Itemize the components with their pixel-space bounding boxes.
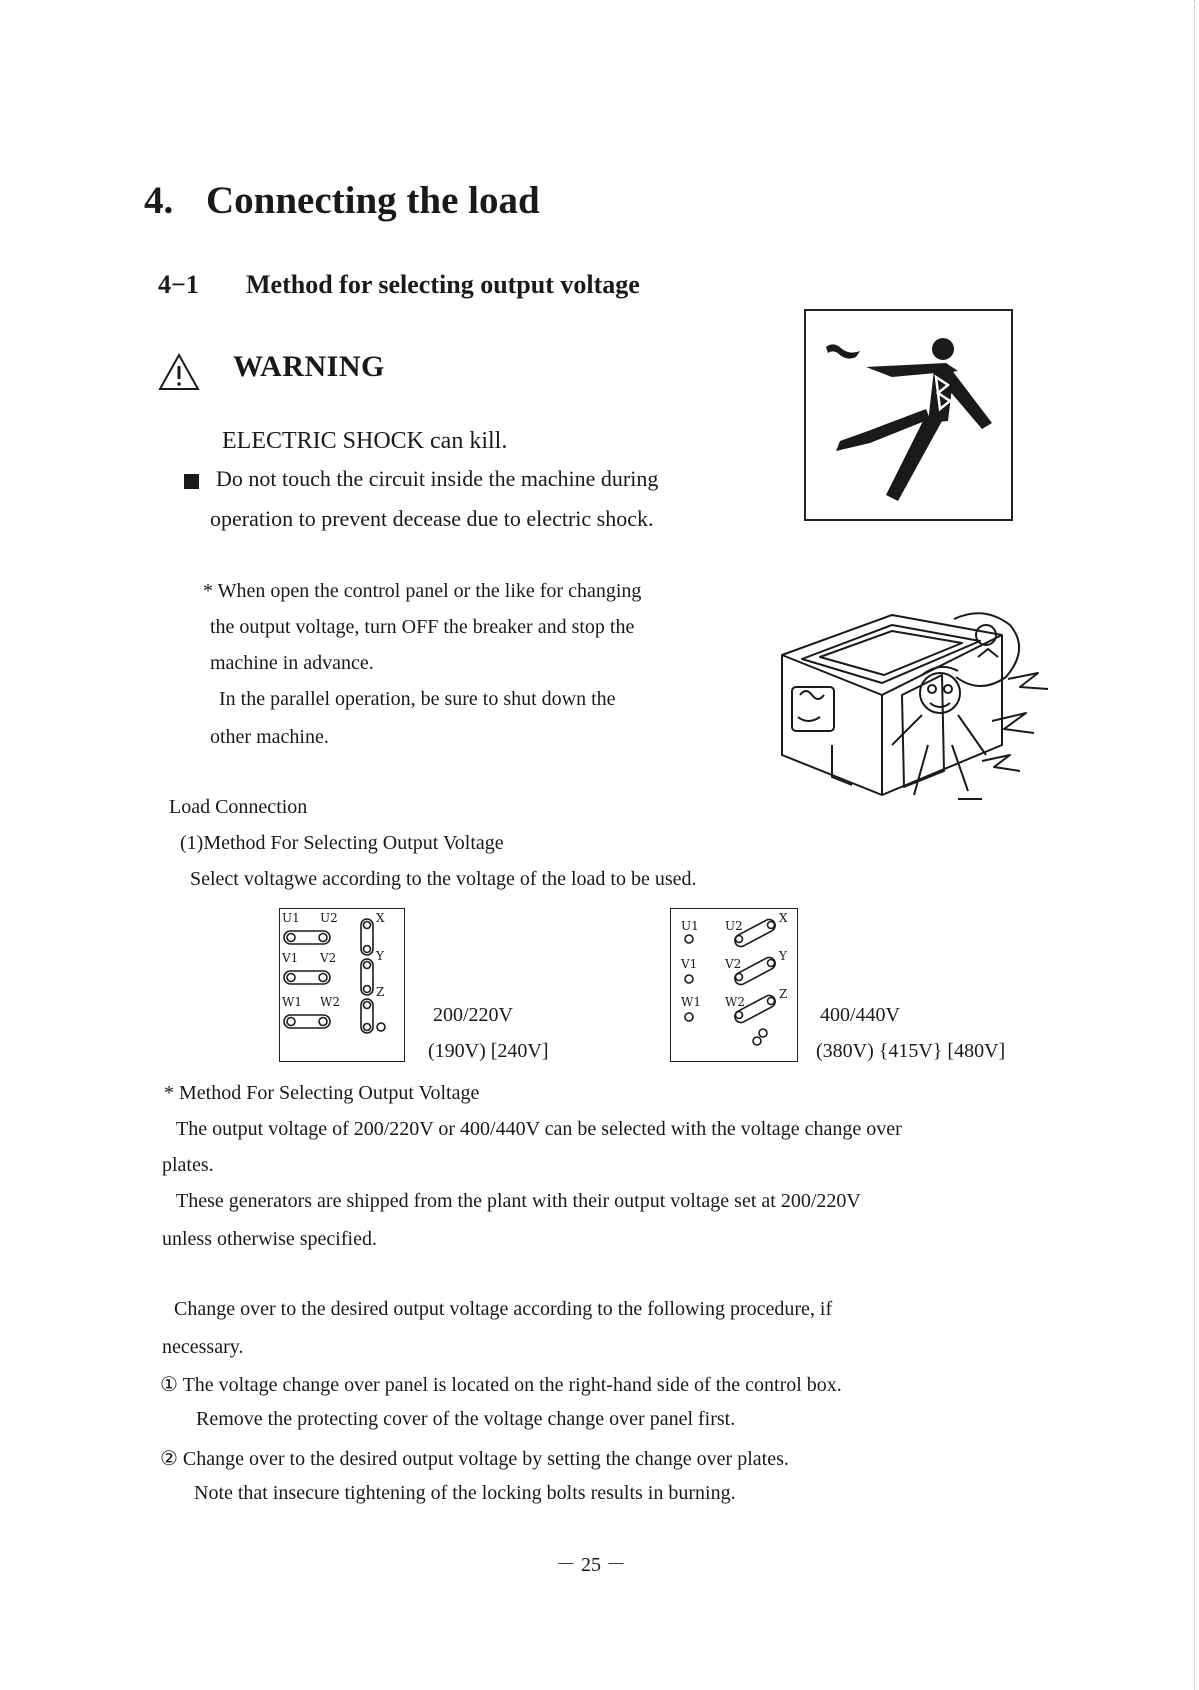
chapter-title-text: Connecting the load [206,179,540,222]
terminal-label-u1: U1 [681,919,699,933]
warning-triangle-icon [157,352,201,392]
note-line-2: the output voltage, turn OFF the breaker and stop the [210,616,635,638]
terminal-label-v1: V1 [681,957,698,971]
terminal-label-v1: V1 [282,951,299,965]
page-number: － 25 － [556,1554,626,1576]
method-para2-line2: unless otherwise specified. [162,1228,377,1250]
method-para1-line2: plates. [162,1154,214,1176]
chapter-title [144,178,540,223]
change-over-plates-delta-icon [280,909,404,1061]
change-over-plates-star-icon [671,909,797,1061]
voltage-diagram-200-220 [279,908,405,1062]
note-line-5: other machine. [210,726,329,748]
method-heading: * Method For Selecting Output Voltage [164,1082,480,1104]
method-para1-line1: The output voltage of 200/220V or 400/440V can be selected with the voltage change over [176,1118,902,1140]
load-connection-instruction: Select voltagwe according to the voltage of the load to be used. [190,868,697,890]
terminal-label-y: Y [779,949,787,963]
warning-heading: WARNING [233,350,385,383]
procedure-step2-line1: ② Change over to the desired output voltage by setting the change over plates. [160,1448,789,1470]
load-connection-subheading: (1)Method For Selecting Output Voltage [180,832,504,854]
terminal-label-v2: V2 [320,951,337,965]
alt-voltage-label-190-240: (190V) [240V] [428,1040,549,1062]
procedure-intro-line1: Change over to the desired output voltage according to the following procedure, if [174,1298,833,1320]
note-line-4: In the parallel operation, be sure to shut down the [219,688,616,710]
terminal-label-x: X [779,911,788,925]
procedure-step2-line2: Note that insecure tightening of the locking bolts results in burning. [194,1482,736,1504]
terminal-label-u2: U2 [320,911,338,925]
note-line-3: machine in advance. [210,652,374,674]
terminal-label-z: Z [376,985,385,999]
method-para2-line1: These generators are shipped from the plant with their output voltage set at 200/220V [176,1190,861,1212]
warning-bullet-line-1: Do not touch the circuit inside the machine during [216,466,659,491]
terminal-label-w1: W1 [681,995,701,1009]
load-connection-heading: Load Connection [169,796,308,818]
terminal-label-u1: U1 [282,911,300,925]
section-number: 4−1 [158,270,199,299]
voltage-label-400-440: 400/440V [820,1004,900,1026]
terminal-label-w2: W2 [320,995,340,1009]
electric-shock-icon [806,311,1011,519]
procedure-step1-line2: Remove the protecting cover of the voltage change over panel first. [196,1408,736,1430]
shock-headline: ELECTRIC SHOCK can kill. [222,428,508,454]
terminal-label-w1: W1 [282,995,302,1009]
procedure-step1-line1: ① The voltage change over panel is located on the right-hand side of the control box. [160,1374,842,1396]
procedure-intro-line2: necessary. [162,1336,244,1358]
terminal-label-x: X [376,911,385,925]
voltage-label-200-220: 200/220V [433,1004,513,1026]
electric-shock-pictogram [804,309,1013,521]
voltage-diagram-400-440 [670,908,798,1062]
alt-voltage-label-380-415-480: (380V) {415V} [480V] [816,1040,1006,1062]
page-edge-rule [1194,0,1195,1690]
note-line-1: * When open the control panel or the like for changing [203,580,642,602]
terminal-label-y: Y [376,949,384,963]
warning-bullet-line-2: operation to prevent decease due to electric shock. [210,506,654,531]
bullet-square-icon [184,474,199,489]
section-title-text: Method for selecting output voltage [246,270,640,299]
terminal-label-v2: V2 [725,957,742,971]
section-title [158,270,640,300]
chapter-number: 4. [144,179,174,222]
terminal-label-u2: U2 [725,919,743,933]
generator-shock-illustration [772,595,1072,830]
terminal-label-w2: W2 [725,995,745,1009]
terminal-label-z: Z [779,987,788,1001]
